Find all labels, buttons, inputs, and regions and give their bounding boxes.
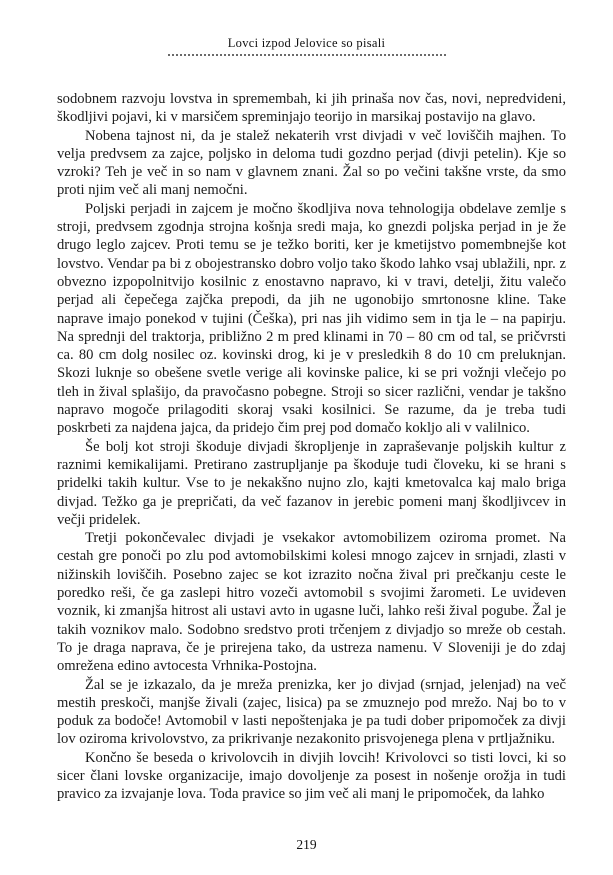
paragraph: Žal se je izkazalo, da je mreža prenizka, ker jo divjad (srnjad, jelenjad) na več mestih preskoči, manjše živali (zajec, lisica) pa se zmuznejo pod mrežo. Naj bo to v poduk za bodoče! Avtomobil v lasti nepoštenjaka je pa tudi dober pripomoček za divji lov oziroma krivolovstvo, za prikrivanje nezakonito prisvojenega plena v prtljažniku. — [57, 676, 566, 748]
paragraph: Končno še beseda o krivolovcih in divjih lovcih! Krivolovci so tisti lovci, ki so sicer člani lovske organizacije, imajo dovoljenje za posest in nošenje orožja in tudi pravico za izvajanje lova. Toda pravice so jim več ali manj le pripomoček, da lahko — [57, 749, 566, 803]
running-title: Lovci izpod Jelovice so pisali — [227, 36, 386, 50]
paragraph: Tretji pokončevalec divjadi je vsekakor avtomobilizem oziroma promet. Na cestah gre ponoči po zlu pod avtomobilskimi kolesi mnogo zajcev in srnjadi, zlasti v nižinskih loviščih. Posebno zajec se kot izrazito nočna žival pri prečkanju ceste le poredko reši, če ga zaslepi hitro vozeči avtomobil s svojimi žarometi. Le uvideven voznik, ki zmanjša hitrost ali ustavi avto in ugasne luči, lahko reši žival pogube. Žal je takih voznikov malo. Sodobno sredstvo proti trčenjem z divjadjo so mreže ob cestah. To je draga naprava, če je prirejena tako, da ustreza namenu. V Sloveniji je do zdaj omrežena edino avtocesta Vrhnika-Postojna. — [57, 530, 566, 675]
page-number: 219 — [296, 837, 317, 852]
paragraph: sodobnem razvoju lovstva in spremembah, ki jih prinaša nov čas, novi, nepredvideni, škodljivi pojavi, ki v marsičem spreminjajo teorijo in marsikaj postavijo na glavo. — [57, 91, 566, 126]
article-body — [57, 90, 566, 804]
paragraph: Poljski perjadi in zajcem je močno škodljiva nova tehnologija obdelave zemlje s stroji, predvsem zgodnja strojna košnja sredi maja, ko gnezdi poljska perjad in je že drugo leglo zajcev. Proti temu se je težko boriti, ker je kmetijstvo pomembnejše kot lovstvo. Vendar pa bi z obojestransko dobro voljo tako škodo lahko vsaj ublažili, npr. z obvezno izpopolnitvijo kosilnic z enostavno napravo, ki v travi, detelji, žitu valečo perjad ali čepečega zajčka prepodi, da jih ne ugonobijo smrtonosne kline. Take naprave imajo ponekod v tujini (Češka), pri nas jih vidimo sem in tja le – na papirju. Na sprednji del traktorja, približno 2 m pred klinami in 70 – 80 cm od tal, se pričvrsti ca. 80 cm dolg nosilec oz. kovinski drog, ki je v presledkih 8 do 10 cm preluknjan. Skozi luknje so obešene svetle verige ali kovinske palice, ki se pri vožnji vlečejo po tleh in žival splašijo, da pravočasno pobegne. Stroji so sicer različni, vendar je takšno napravo mogoče prilagoditi skoraj vsaki kosilnici. Se razume, da je treba tudi poskrbeti za najdena jajca, da pridejo čim prej pod domačo kokljo ali v valilnico. — [57, 200, 566, 437]
page-footer — [0, 836, 613, 854]
paragraph: Nobena tajnost ni, da je stalež nekaterih vrst divjadi v več loviščih majhen. To velja predvsem za zajce, poljsko in deloma tudi gozdno perjad (divji petelin). Kje so vzroki? Teh je več in so nam v glavnem znani. Žal so po večini takšne vrste, da smo proti njim več ali manj nemočni. — [57, 127, 566, 199]
header-dotted-rule — [168, 54, 446, 56]
running-header — [0, 36, 613, 56]
paragraph: Še bolj kot stroji škoduje divjadi škropljenje in zapraševanje poljskih kultur z raznimi kemikalijami. Pretirano zastrupljanje pa škoduje tudi človeku, ki se hrani s pridelki takih kultur. Vse to je nekakšno nujno zlo, kajti kmetovalca kaj malo briga divjad. Težko ga je prepričati, da več fazanov in jerebic pomeni manj škodljivcev in večji pridelek. — [57, 438, 566, 528]
